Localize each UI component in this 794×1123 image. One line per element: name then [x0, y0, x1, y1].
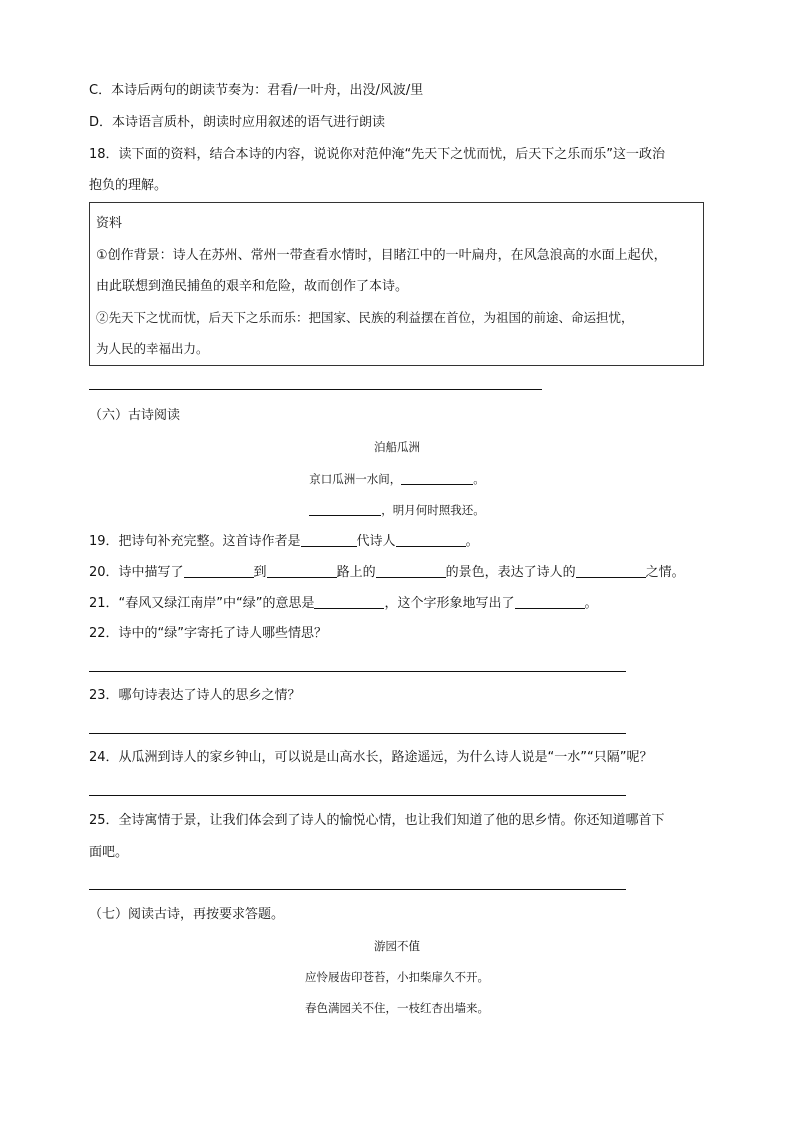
question-25-line-1: 25．全诗寓情于景，让我们体会到了诗人的愉悦心情，也让我们知道了他的思乡情。你还知道哪首下: [89, 813, 665, 828]
section-6-heading: （六）古诗阅读: [89, 408, 181, 423]
material-background-line-2: 由此联想到渔民捕鱼的艰辛和危险，故而创作了本诗。: [96, 279, 409, 294]
answer-line-23[interactable]: [89, 733, 626, 734]
poem-title-garden-visit: 游园不值: [374, 939, 420, 953]
question-22: 22．诗中的“绿”字寄托了诗人哪些情思？: [89, 626, 328, 641]
material-background-line-1: ①创作背景：诗人在苏州、常州一带查看水情时，目睹江中的一叶扁舟，在风急浪高的水面上起伏，: [96, 248, 667, 263]
material-title: 资料: [96, 216, 123, 231]
poem-line-2: ，明月何时照我还。: [0, 501, 794, 519]
question-18-line-2: 抱负的理解。: [89, 178, 168, 193]
material-quote-line-1: ②先天下之忧而忧，后天下之乐而乐：把国家、民族的利益摆在首位，为祖国的前途、命运担忧，: [96, 310, 634, 325]
option-c: C．本诗后两句的朗读节奏为：君看/一叶舟，出没/风波/里: [89, 83, 424, 98]
poem-garden-line-2: 春色满园关不住，一枝红杏出墙来。: [305, 1001, 489, 1015]
question-18-line-1: 18．读下面的资料，结合本诗的内容，说说你对范仲淹“先天下之忧而忧，后天下之乐而乐”这一政治: [89, 147, 666, 162]
blank-vivid[interactable]: [515, 594, 585, 609]
question-24: 24．从瓜洲到诗人的家乡钟山，可以说是山高水长，路途遥远，为什么诗人说是“一水”“只隔”呢？: [89, 750, 653, 765]
question-23: 23．哪句诗表达了诗人的思乡之情？: [89, 688, 301, 703]
section-7-heading: （七）阅读古诗，再按要求答题。: [89, 907, 285, 922]
blank-emotion[interactable]: [576, 563, 646, 578]
answer-line-22[interactable]: [89, 671, 626, 672]
poem-blank-2[interactable]: [309, 501, 381, 516]
option-d: D．本诗语言质朴，朗读时应用叙述的语气进行朗读: [89, 115, 386, 130]
blank-meaning[interactable]: [314, 594, 384, 609]
answer-line-24[interactable]: [89, 795, 626, 796]
blank-poet[interactable]: [396, 532, 466, 547]
blank-dynasty[interactable]: [301, 532, 357, 547]
poem-line-1: 京口瓜洲一水间， 。: [309, 472, 485, 486]
blank-scenery[interactable]: [376, 563, 446, 578]
question-19: 19．把诗句补充完整。这首诗作者是 代诗人 。: [89, 534, 479, 549]
question-25-line-2: 面吧。: [89, 845, 129, 860]
material-box: [89, 202, 704, 366]
blank-to[interactable]: [267, 563, 337, 578]
material-quote-line-2: 为人民的幸福出力。: [96, 341, 209, 356]
question-21: 21．“春风又绿江南岸”中“绿”的意思是 ，这个字形象地写出了 。: [89, 596, 598, 611]
poem-title-boat-at-guazhou: 泊船瓜洲: [374, 440, 420, 454]
question-20: 20．诗中描写了 到 路上的 的景色，表达了诗人的 之情。: [89, 565, 685, 580]
poem-garden-line-1: 应怜屐齿印苍苔，小扣柴扉久不开。: [305, 970, 489, 984]
answer-line-25[interactable]: [89, 889, 626, 890]
poem-blank-1[interactable]: [401, 470, 473, 485]
answer-line-18[interactable]: [89, 389, 542, 390]
blank-from[interactable]: [184, 563, 254, 578]
